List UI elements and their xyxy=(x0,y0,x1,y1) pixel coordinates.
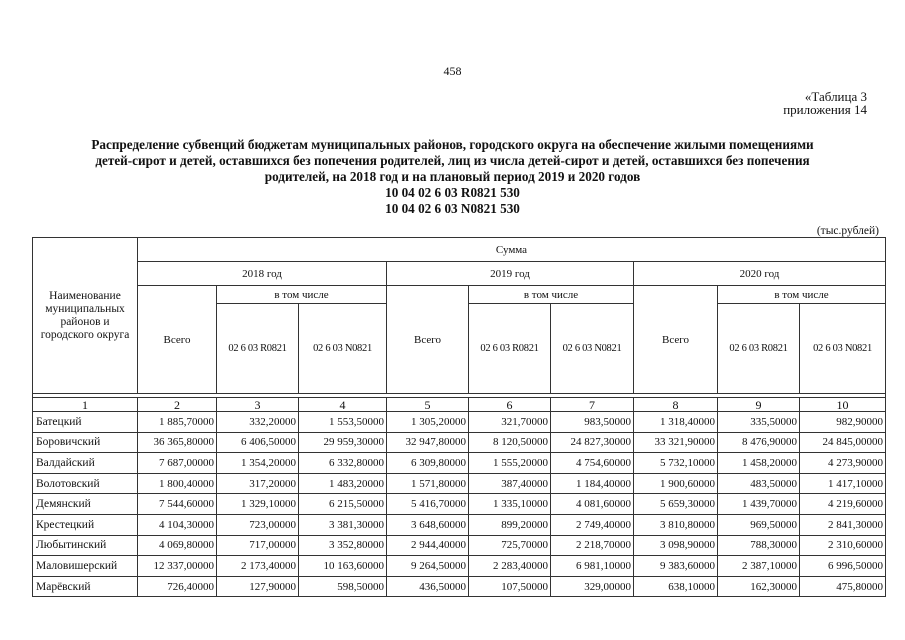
column-number-4: 4 xyxy=(299,398,387,412)
cell-value: 9 383,60000 xyxy=(634,556,718,577)
cell-value: 1 354,20000 xyxy=(217,453,299,474)
cell-value: 4 069,80000 xyxy=(138,535,217,556)
cell-value: 2 218,70000 xyxy=(551,535,634,556)
table-row xyxy=(33,494,886,515)
column-number-3: 3 xyxy=(217,398,299,412)
cell-value: 1 458,20000 xyxy=(718,453,800,474)
cell-value: 5 732,10000 xyxy=(634,453,718,474)
cell-value: 24 827,30000 xyxy=(551,432,634,453)
cell-value: 2 944,40000 xyxy=(387,535,469,556)
cell-value: 332,20000 xyxy=(217,412,299,433)
cell-value: 8 120,50000 xyxy=(469,432,551,453)
cell-value: 329,00000 xyxy=(551,576,634,597)
cell-value: 6 981,10000 xyxy=(551,556,634,577)
table-row xyxy=(33,514,886,535)
cell-value: 10 163,60000 xyxy=(299,556,387,577)
cell-value: 3 810,80000 xyxy=(634,514,718,535)
cell-value: 899,20000 xyxy=(469,514,551,535)
column-number-8: 8 xyxy=(634,398,718,412)
column-number-2: 2 xyxy=(138,398,217,412)
cell-value: 1 329,10000 xyxy=(217,494,299,515)
cell-value: 4 219,60000 xyxy=(800,494,886,515)
cell-value: 1 483,20000 xyxy=(299,473,387,494)
title-line-1: Распределение субвенций бюджетам муниципальных районов, городского округа на обеспечение жилыми помещениями xyxy=(91,137,814,152)
cell-value: 2 841,30000 xyxy=(800,514,886,535)
cell-value: 2 387,10000 xyxy=(718,556,800,577)
table-reference-line2: приложения 14 xyxy=(783,102,867,117)
cell-value: 6 332,80000 xyxy=(299,453,387,474)
budget-code-n0821: 10 04 02 6 03 N0821 530 xyxy=(385,201,520,216)
header-code-n0821-2019: 02 6 03 N0821 xyxy=(551,304,634,394)
table-row xyxy=(33,453,886,474)
table-reference-line1: «Таблица 3 xyxy=(804,89,867,104)
header-including-2019: в том числе xyxy=(469,286,634,304)
district-name: Волотовский xyxy=(33,473,138,494)
header-total-2018: Всего xyxy=(138,286,217,394)
table-row xyxy=(33,432,886,453)
cell-value: 6 406,50000 xyxy=(217,432,299,453)
header-name-column: Наименование муниципальных районов и городского округа xyxy=(33,238,138,394)
page-number: 458 xyxy=(443,64,462,78)
cell-value: 475,80000 xyxy=(800,576,886,597)
cell-value: 1 417,10000 xyxy=(800,473,886,494)
table-row xyxy=(33,576,886,597)
cell-value: 1 800,40000 xyxy=(138,473,217,494)
column-number-5: 5 xyxy=(387,398,469,412)
header-code-r0821-2020: 02 6 03 R0821 xyxy=(718,304,800,394)
district-name: Маловишерский xyxy=(33,556,138,577)
cell-value: 1 553,50000 xyxy=(299,412,387,433)
column-number-6: 6 xyxy=(469,398,551,412)
cell-value: 5 659,30000 xyxy=(634,494,718,515)
cell-value: 483,50000 xyxy=(718,473,800,494)
cell-value: 717,00000 xyxy=(217,535,299,556)
cell-value: 4 273,90000 xyxy=(800,453,886,474)
cell-value: 4 104,30000 xyxy=(138,514,217,535)
cell-value: 29 959,30000 xyxy=(299,432,387,453)
cell-value: 335,50000 xyxy=(718,412,800,433)
cell-value: 788,30000 xyxy=(718,535,800,556)
cell-value: 3 648,60000 xyxy=(387,514,469,535)
district-name: Боровичский xyxy=(33,432,138,453)
cell-value: 317,20000 xyxy=(217,473,299,494)
cell-value: 162,30000 xyxy=(718,576,800,597)
cell-value: 1 335,10000 xyxy=(469,494,551,515)
units-label: (тыс.рублей) xyxy=(816,225,879,237)
column-number-10: 10 xyxy=(800,398,886,412)
cell-value: 725,70000 xyxy=(469,535,551,556)
table-row xyxy=(33,535,886,556)
cell-value: 24 845,00000 xyxy=(800,432,886,453)
header-year-2019: 2019 год xyxy=(387,262,634,286)
budget-code-r0821: 10 04 02 6 03 R0821 530 xyxy=(385,185,520,200)
cell-value: 33 321,90000 xyxy=(634,432,718,453)
cell-value: 7 687,00000 xyxy=(138,453,217,474)
cell-value: 969,50000 xyxy=(718,514,800,535)
header-total-2020: Всего xyxy=(634,286,718,394)
cell-value: 3 352,80000 xyxy=(299,535,387,556)
column-number-9: 9 xyxy=(718,398,800,412)
cell-value: 726,40000 xyxy=(138,576,217,597)
cell-value: 1 184,40000 xyxy=(551,473,634,494)
title-line-3: родителей, на 2018 год и на плановый период 2019 и 2020 годов xyxy=(264,169,641,184)
cell-value: 6 215,50000 xyxy=(299,494,387,515)
cell-value: 1 885,70000 xyxy=(138,412,217,433)
cell-value: 1 439,70000 xyxy=(718,494,800,515)
cell-value: 436,50000 xyxy=(387,576,469,597)
table-reference xyxy=(783,90,867,116)
table-row xyxy=(33,412,886,433)
cell-value: 638,10000 xyxy=(634,576,718,597)
cell-value: 4 081,60000 xyxy=(551,494,634,515)
district-name: Любытинский xyxy=(33,535,138,556)
cell-value: 3 381,30000 xyxy=(299,514,387,535)
header-year-2018: 2018 год xyxy=(138,262,387,286)
district-name: Крестецкий xyxy=(33,514,138,535)
cell-value: 12 337,00000 xyxy=(138,556,217,577)
cell-value: 1 318,40000 xyxy=(634,412,718,433)
cell-value: 1 305,20000 xyxy=(387,412,469,433)
header-including-2018: в том числе xyxy=(217,286,387,304)
district-name: Демянский xyxy=(33,494,138,515)
subvention-table xyxy=(32,237,886,597)
cell-value: 983,50000 xyxy=(551,412,634,433)
document-title xyxy=(30,137,875,217)
header-total-2019: Всего xyxy=(387,286,469,394)
district-name: Марёвский xyxy=(33,576,138,597)
district-name: Батецкий xyxy=(33,412,138,433)
cell-value: 127,90000 xyxy=(217,576,299,597)
cell-value: 6 996,50000 xyxy=(800,556,886,577)
header-sum: Сумма xyxy=(138,238,886,262)
cell-value: 3 098,90000 xyxy=(634,535,718,556)
cell-value: 1 555,20000 xyxy=(469,453,551,474)
title-line-2: детей-сирот и детей, оставшихся без попечения родителей, лиц из числа детей-сирот и детей, оставшихся без попечения xyxy=(95,153,810,168)
header-code-n0821-2018: 02 6 03 N0821 xyxy=(299,304,387,394)
cell-value: 4 754,60000 xyxy=(551,453,634,474)
table-row xyxy=(33,556,886,577)
cell-value: 2 749,40000 xyxy=(551,514,634,535)
cell-value: 32 947,80000 xyxy=(387,432,469,453)
cell-value: 9 264,50000 xyxy=(387,556,469,577)
cell-value: 7 544,60000 xyxy=(138,494,217,515)
header-code-r0821-2018: 02 6 03 R0821 xyxy=(217,304,299,394)
cell-value: 2 310,60000 xyxy=(800,535,886,556)
cell-value: 107,50000 xyxy=(469,576,551,597)
cell-value: 387,40000 xyxy=(469,473,551,494)
cell-value: 5 416,70000 xyxy=(387,494,469,515)
cell-value: 1 900,60000 xyxy=(634,473,718,494)
cell-value: 598,50000 xyxy=(299,576,387,597)
cell-value: 723,00000 xyxy=(217,514,299,535)
cell-value: 321,70000 xyxy=(469,412,551,433)
header-year-2020: 2020 год xyxy=(634,262,886,286)
header-including-2020: в том числе xyxy=(718,286,886,304)
column-number-7: 7 xyxy=(551,398,634,412)
table-row xyxy=(33,473,886,494)
district-name: Валдайский xyxy=(33,453,138,474)
cell-value: 2 283,40000 xyxy=(469,556,551,577)
cell-value: 1 571,80000 xyxy=(387,473,469,494)
header-code-r0821-2019: 02 6 03 R0821 xyxy=(469,304,551,394)
cell-value: 36 365,80000 xyxy=(138,432,217,453)
header-code-n0821-2020: 02 6 03 N0821 xyxy=(800,304,886,394)
cell-value: 2 173,40000 xyxy=(217,556,299,577)
cell-value: 982,90000 xyxy=(800,412,886,433)
cell-value: 8 476,90000 xyxy=(718,432,800,453)
cell-value: 6 309,80000 xyxy=(387,453,469,474)
column-number-1: 1 xyxy=(33,398,138,412)
